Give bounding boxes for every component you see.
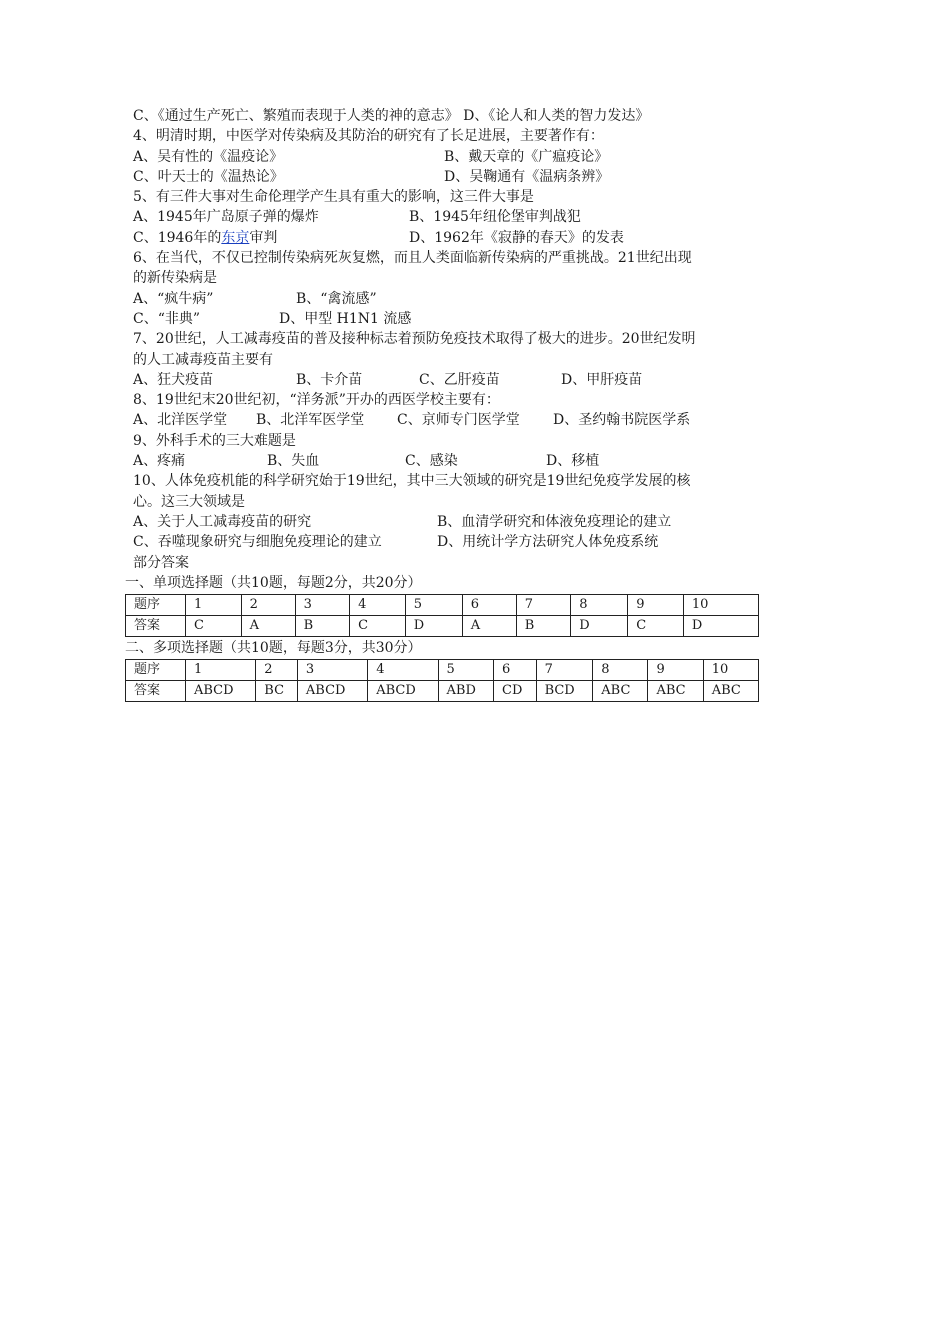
option-d: D、1962年《寂静的春天》的发表 xyxy=(409,229,624,246)
question-4-options-row-1 xyxy=(133,147,773,167)
option-d: D、移植 xyxy=(546,453,600,470)
option-c: C、叶天士的《温热论》 xyxy=(133,168,284,185)
table-cell: 7 xyxy=(516,595,570,616)
table-cell: ABCD xyxy=(186,681,256,702)
question-3-option-c-d: C、《通过生产死亡、繁殖而表现于人类的神的意志》 D、《论人和人类的智力发达》 xyxy=(133,108,650,124)
option-b: B、卡介苗 xyxy=(296,371,363,388)
question-6-stem-line-1: 6、在当代，不仅已控制传染病死灰复燃，而且人类面临新传染病的严重挑战。21世纪出现 xyxy=(133,250,692,267)
section-2-heading: 二、多项选择题（共10题，每题3分，共30分） xyxy=(125,640,422,657)
option-d: D、圣约翰书院医学系 xyxy=(553,412,691,429)
option-c: C、乙肝疫苗 xyxy=(419,371,500,388)
table-cell: BCD xyxy=(536,681,593,702)
option-a: A、北洋医学堂 xyxy=(133,412,228,429)
table-cell: 答案 xyxy=(126,616,186,637)
table-cell: 3 xyxy=(297,660,367,681)
question-7-stem-line-2: 的人工减毒疫苗主要有 xyxy=(133,351,273,368)
table-cell: 9 xyxy=(648,660,703,681)
document-body xyxy=(125,106,773,703)
table-cell: 5 xyxy=(438,660,494,681)
section-1-heading: 一、单项选择题（共10题，每题2分，共20分） xyxy=(125,574,422,591)
question-7-options xyxy=(133,370,773,390)
option-a: A、“疯牛病” xyxy=(133,290,214,307)
table-cell: C xyxy=(628,616,684,637)
option-b: B、“禽流感” xyxy=(296,290,377,307)
option-b: B、1945年纽伦堡审判战犯 xyxy=(409,209,581,226)
question-10-options-row-2 xyxy=(133,532,773,552)
tokyo-link[interactable]: 东京 xyxy=(221,229,250,246)
option-a: A、1945年广岛原子弹的爆炸 xyxy=(133,209,319,226)
option-a: A、疼痛 xyxy=(133,453,186,470)
option-d: D、甲型 H1N1 流感 xyxy=(279,310,412,327)
question-6-options-row-2 xyxy=(133,309,773,329)
option-b: B、失血 xyxy=(267,453,320,470)
table-cell: ABC xyxy=(648,681,703,702)
single-choice-answer-table xyxy=(125,594,759,637)
question-9-stem: 9、外科手术的三大难题是 xyxy=(133,432,296,449)
answers-heading: 部分答案 xyxy=(133,554,189,571)
option-c xyxy=(133,228,277,248)
table-cell: 5 xyxy=(405,595,462,616)
option-a: A、吴有性的《温疫论》 xyxy=(133,148,284,165)
question-10-stem-line-2: 心。这三大领域是 xyxy=(133,493,245,510)
table-row xyxy=(126,681,759,702)
table-cell: 8 xyxy=(593,660,648,681)
table-cell: A xyxy=(462,616,516,637)
table-cell: 7 xyxy=(536,660,593,681)
table-cell: CD xyxy=(494,681,537,702)
table-cell: BC xyxy=(256,681,298,702)
option-d: D、用统计学方法研究人体免疫系统 xyxy=(437,534,659,551)
question-4-options-row-2 xyxy=(133,167,773,187)
option-c: C、“非典” xyxy=(133,310,201,327)
option-a: A、狂犬疫苗 xyxy=(133,371,214,388)
table-cell: ABC xyxy=(703,681,758,702)
table-row xyxy=(126,616,759,637)
question-5-options-row-1 xyxy=(133,207,773,227)
table-cell: 4 xyxy=(350,595,406,616)
question-6-stem-line-2: 的新传染病是 xyxy=(133,270,217,287)
table-cell: B xyxy=(516,616,570,637)
option-b: B、血清学研究和体液免疫理论的建立 xyxy=(437,513,672,530)
table-cell: ABD xyxy=(438,681,494,702)
table-cell: A xyxy=(241,616,295,637)
table-cell: 1 xyxy=(186,660,256,681)
table-cell: ABCD xyxy=(297,681,367,702)
option-c: C、京师专门医学堂 xyxy=(397,412,520,429)
table-cell: 4 xyxy=(368,660,438,681)
option-a: A、关于人工减毒疫苗的研究 xyxy=(133,513,312,530)
question-9-options xyxy=(133,451,773,471)
question-10-stem-line-1: 10、人体免疫机能的科学研究始于19世纪，其中三大领域的研究是19世纪免疫学发展的核 xyxy=(133,473,691,490)
table-cell: 答案 xyxy=(126,681,186,702)
question-8-stem: 8、19世纪末20世纪初，“洋务派”开办的西医学校主要有： xyxy=(133,392,500,409)
table-cell: 题序 xyxy=(126,595,186,616)
question-4-stem: 4、明清时期，中医学对传染病及其防治的研究有了长足进展，主要著作有： xyxy=(133,128,604,145)
table-cell: 10 xyxy=(683,595,758,616)
table-cell: 8 xyxy=(571,595,628,616)
table-cell: D xyxy=(683,616,758,637)
table-row xyxy=(126,595,759,616)
option-d: D、吴鞠通有《温病条辨》 xyxy=(444,168,610,185)
table-cell: 6 xyxy=(494,660,537,681)
table-cell: 2 xyxy=(256,660,298,681)
question-6-options-row-1 xyxy=(133,289,773,309)
table-cell: B xyxy=(295,616,349,637)
table-cell: 1 xyxy=(186,595,242,616)
table-row xyxy=(126,660,759,681)
table-cell: D xyxy=(571,616,628,637)
option-b: B、戴天章的《广瘟疫论》 xyxy=(444,148,609,165)
table-cell: 题序 xyxy=(126,660,186,681)
option-c-prefix: C、1946年的 xyxy=(133,229,222,246)
option-d: D、甲肝疫苗 xyxy=(561,371,643,388)
table-cell: 9 xyxy=(628,595,684,616)
question-7-stem-line-1: 7、20世纪，人工减毒疫苗的普及接种标志着预防免疫技术取得了极大的进步。20世纪发明 xyxy=(133,331,696,348)
table-cell: C xyxy=(186,616,242,637)
option-c-suffix: 审判 xyxy=(249,229,278,246)
option-c: C、吞噬现象研究与细胞免疫理论的建立 xyxy=(133,534,382,551)
question-5-options-row-2 xyxy=(133,228,773,248)
question-5-stem: 5、有三件大事对生命伦理学产生具有重大的影响，这三件大事是 xyxy=(133,189,534,206)
multiple-choice-answer-table xyxy=(125,659,759,702)
table-cell: 2 xyxy=(241,595,295,616)
table-cell: 10 xyxy=(703,660,758,681)
question-10-options-row-1 xyxy=(133,512,773,532)
table-cell: D xyxy=(405,616,462,637)
table-cell: C xyxy=(350,616,406,637)
table-cell: 3 xyxy=(295,595,349,616)
question-8-options xyxy=(133,410,773,430)
table-cell: ABCD xyxy=(368,681,438,702)
option-b: B、北洋军医学堂 xyxy=(256,412,365,429)
table-cell: ABC xyxy=(593,681,648,702)
option-c: C、感染 xyxy=(405,453,458,470)
table-cell: 6 xyxy=(462,595,516,616)
